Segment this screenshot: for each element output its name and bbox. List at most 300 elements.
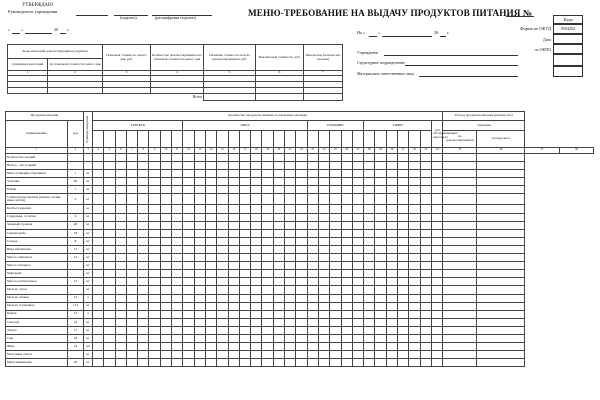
quantity-cell[interactable] [285, 162, 296, 170]
quantity-cell[interactable] [285, 326, 296, 334]
quantity-cell[interactable] [477, 221, 525, 229]
quantity-cell[interactable] [352, 213, 363, 221]
quantity-cell[interactable] [194, 302, 205, 310]
quantity-cell[interactable] [352, 351, 363, 359]
quantity-cell[interactable] [115, 262, 126, 270]
quantity-cell[interactable] [251, 318, 262, 326]
quantity-cell[interactable] [251, 194, 262, 205]
quantity-cell[interactable] [93, 318, 104, 326]
quantity-cell[interactable] [375, 262, 386, 270]
quantity-cell[interactable] [443, 278, 477, 286]
quantity-cell[interactable] [183, 186, 194, 194]
quantity-cell[interactable] [307, 154, 318, 162]
quantity-cell[interactable] [251, 359, 262, 367]
quantity-cell[interactable] [296, 162, 307, 170]
quantity-cell[interactable] [352, 194, 363, 205]
quantity-cell[interactable] [93, 213, 104, 221]
meta-month-line[interactable] [382, 36, 432, 37]
quantity-cell[interactable] [375, 162, 386, 170]
quantity-cell[interactable] [183, 254, 194, 262]
quantity-cell[interactable] [126, 302, 137, 310]
quantity-cell[interactable] [285, 302, 296, 310]
quantity-cell[interactable] [194, 334, 205, 342]
quantity-cell[interactable] [205, 262, 216, 270]
quantity-cell[interactable] [228, 326, 239, 334]
quantity-cell[interactable] [251, 154, 262, 162]
quantity-cell[interactable] [239, 351, 250, 359]
quantity-cell[interactable] [398, 237, 409, 245]
quantity-cell[interactable] [138, 318, 149, 326]
quantity-cell[interactable] [409, 186, 420, 194]
quantity-cell[interactable] [138, 286, 149, 294]
quantity-cell[interactable] [318, 334, 329, 342]
quantity-cell[interactable] [138, 229, 149, 237]
quantity-cell[interactable] [409, 286, 420, 294]
quantity-cell[interactable] [409, 302, 420, 310]
quantity-cell[interactable] [205, 170, 216, 178]
quantity-cell[interactable] [409, 343, 420, 351]
quantity-cell[interactable] [307, 278, 318, 286]
quantity-cell[interactable] [172, 229, 183, 237]
quantity-cell[interactable] [93, 262, 104, 270]
quantity-cell[interactable] [386, 186, 397, 194]
quantity-cell[interactable] [149, 278, 160, 286]
quantity-cell[interactable] [364, 186, 375, 194]
quantity-cell[interactable] [273, 162, 284, 170]
quantity-cell[interactable] [183, 154, 194, 162]
quantity-cell[interactable] [352, 286, 363, 294]
quantity-cell[interactable] [217, 154, 228, 162]
quantity-cell[interactable] [296, 359, 307, 367]
quantity-cell[interactable] [115, 310, 126, 318]
quantity-cell[interactable] [273, 221, 284, 229]
quantity-cell[interactable] [239, 278, 250, 286]
quantity-cell[interactable] [172, 170, 183, 178]
quantity-cell[interactable] [307, 294, 318, 302]
quantity-cell[interactable] [115, 194, 126, 205]
quantity-cell[interactable] [262, 205, 273, 213]
quantity-cell[interactable] [149, 162, 160, 170]
quantity-cell[interactable] [477, 334, 525, 342]
quantity-cell[interactable] [126, 286, 137, 294]
quantity-cell[interactable] [183, 262, 194, 270]
quantity-cell[interactable] [375, 334, 386, 342]
quantity-cell[interactable] [443, 270, 477, 278]
quantity-cell[interactable] [217, 254, 228, 262]
quantity-cell[interactable] [443, 254, 477, 262]
quantity-cell[interactable] [149, 229, 160, 237]
quantity-cell[interactable] [330, 154, 341, 162]
quantity-cell[interactable] [420, 310, 431, 318]
quantity-cell[interactable] [364, 262, 375, 270]
quantity-cell[interactable] [251, 170, 262, 178]
quantity-cell[interactable] [205, 359, 216, 367]
quantity-cell[interactable] [443, 262, 477, 270]
quantity-cell[interactable] [296, 270, 307, 278]
quantity-cell[interactable] [93, 178, 104, 186]
quantity-cell[interactable] [420, 351, 431, 359]
quantity-cell[interactable] [318, 326, 329, 334]
quantity-cell[interactable] [386, 359, 397, 367]
quantity-cell[interactable] [172, 154, 183, 162]
quantity-cell[interactable] [239, 334, 250, 342]
quantity-cell[interactable] [115, 254, 126, 262]
quantity-cell[interactable] [420, 334, 431, 342]
quantity-cell[interactable] [318, 302, 329, 310]
quantity-cell[interactable] [364, 178, 375, 186]
quantity-cell[interactable] [398, 310, 409, 318]
quantity-cell[interactable] [285, 286, 296, 294]
quantity-cell[interactable] [115, 359, 126, 367]
quantity-cell[interactable] [296, 186, 307, 194]
quantity-cell[interactable] [138, 205, 149, 213]
quantity-cell[interactable] [104, 237, 115, 245]
quantity-cell[interactable] [262, 326, 273, 334]
quantity-cell[interactable] [443, 162, 477, 170]
quantity-cell[interactable] [262, 245, 273, 253]
quantity-cell[interactable] [172, 294, 183, 302]
quantity-cell[interactable] [386, 154, 397, 162]
quantity-cell[interactable] [138, 170, 149, 178]
quantity-cell[interactable] [409, 221, 420, 229]
quantity-cell[interactable] [307, 270, 318, 278]
quantity-cell[interactable] [126, 270, 137, 278]
quantity-cell[interactable] [262, 270, 273, 278]
quantity-cell[interactable] [172, 262, 183, 270]
quantity-cell[interactable] [126, 221, 137, 229]
quantity-cell[interactable] [318, 178, 329, 186]
quantity-cell[interactable] [183, 278, 194, 286]
quantity-cell[interactable] [409, 278, 420, 286]
quantity-cell[interactable] [443, 286, 477, 294]
menu-number-line[interactable] [506, 16, 534, 17]
quantity-cell[interactable] [285, 154, 296, 162]
quantity-cell[interactable] [296, 334, 307, 342]
quantity-cell[interactable] [409, 194, 420, 205]
quantity-cell[interactable] [126, 359, 137, 367]
quantity-cell[interactable] [217, 343, 228, 351]
quantity-cell[interactable] [420, 237, 431, 245]
quantity-cell[interactable] [375, 278, 386, 286]
quantity-cell[interactable] [104, 170, 115, 178]
quantity-cell[interactable] [307, 178, 318, 186]
quantity-cell[interactable] [138, 178, 149, 186]
quantity-cell[interactable] [183, 270, 194, 278]
quantity-cell[interactable] [285, 359, 296, 367]
quantity-cell[interactable] [431, 162, 442, 170]
quantity-cell[interactable] [194, 237, 205, 245]
quantity-cell[interactable] [126, 186, 137, 194]
quantity-cell[interactable] [126, 278, 137, 286]
quantity-cell[interactable] [194, 359, 205, 367]
quantity-cell[interactable] [228, 221, 239, 229]
quantity-cell[interactable] [172, 318, 183, 326]
quantity-cell[interactable] [205, 186, 216, 194]
quantity-cell[interactable] [273, 237, 284, 245]
quantity-cell[interactable] [262, 294, 273, 302]
quantity-cell[interactable] [228, 186, 239, 194]
quantity-cell[interactable] [205, 294, 216, 302]
quantity-cell[interactable] [431, 237, 442, 245]
quantity-cell[interactable] [352, 294, 363, 302]
quantity-cell[interactable] [477, 294, 525, 302]
quantity-cell[interactable] [443, 318, 477, 326]
quantity-cell[interactable] [273, 270, 284, 278]
quantity-cell[interactable] [160, 237, 171, 245]
quantity-cell[interactable] [420, 205, 431, 213]
quantity-cell[interactable] [205, 237, 216, 245]
quantity-cell[interactable] [228, 205, 239, 213]
quantity-cell[interactable] [352, 334, 363, 342]
quantity-cell[interactable] [307, 254, 318, 262]
quantity-cell[interactable] [217, 237, 228, 245]
quantity-cell[interactable] [386, 213, 397, 221]
quantity-cell[interactable] [183, 245, 194, 253]
mol-line[interactable] [419, 76, 518, 77]
quantity-cell[interactable] [307, 221, 318, 229]
quantity-cell[interactable] [228, 162, 239, 170]
approve-year-line[interactable] [60, 33, 66, 34]
quantity-cell[interactable] [443, 186, 477, 194]
quantity-cell[interactable] [386, 262, 397, 270]
quantity-cell[interactable] [296, 343, 307, 351]
quantity-cell[interactable] [318, 278, 329, 286]
quantity-cell[interactable] [477, 326, 525, 334]
quantity-cell[interactable] [205, 270, 216, 278]
quantity-cell[interactable] [364, 334, 375, 342]
quantity-cell[interactable] [239, 326, 250, 334]
quantity-cell[interactable] [364, 343, 375, 351]
quantity-cell[interactable] [285, 318, 296, 326]
quantity-cell[interactable] [239, 262, 250, 270]
quantity-cell[interactable] [251, 262, 262, 270]
quantity-cell[interactable] [93, 186, 104, 194]
quantity-cell[interactable] [307, 302, 318, 310]
quantity-cell[interactable] [126, 254, 137, 262]
quantity-cell[interactable] [398, 205, 409, 213]
quantity-cell[interactable] [262, 154, 273, 162]
quantity-cell[interactable] [149, 186, 160, 194]
quantity-cell[interactable] [217, 162, 228, 170]
quantity-cell[interactable] [364, 229, 375, 237]
quantity-cell[interactable] [386, 194, 397, 205]
quantity-cell[interactable] [364, 326, 375, 334]
quantity-cell[interactable] [273, 254, 284, 262]
quantity-cell[interactable] [352, 270, 363, 278]
quantity-cell[interactable] [477, 310, 525, 318]
quantity-cell[interactable] [115, 326, 126, 334]
quantity-cell[interactable] [138, 310, 149, 318]
quantity-cell[interactable] [431, 334, 442, 342]
quantity-cell[interactable] [352, 178, 363, 186]
quantity-cell[interactable] [409, 205, 420, 213]
quantity-cell[interactable] [228, 318, 239, 326]
quantity-cell[interactable] [420, 245, 431, 253]
quantity-cell[interactable] [172, 194, 183, 205]
quantity-cell[interactable] [375, 229, 386, 237]
quantity-cell[interactable] [251, 186, 262, 194]
quantity-cell[interactable] [126, 162, 137, 170]
quantity-cell[interactable] [172, 302, 183, 310]
quantity-cell[interactable] [160, 351, 171, 359]
quantity-cell[interactable] [285, 221, 296, 229]
quantity-cell[interactable] [352, 254, 363, 262]
quantity-cell[interactable] [296, 286, 307, 294]
quantity-cell[interactable] [273, 359, 284, 367]
quantity-cell[interactable] [228, 278, 239, 286]
quantity-cell[interactable] [386, 162, 397, 170]
quantity-cell[interactable] [251, 343, 262, 351]
quantity-cell[interactable] [138, 359, 149, 367]
quantity-cell[interactable] [330, 310, 341, 318]
quantity-cell[interactable] [341, 270, 352, 278]
quantity-cell[interactable] [420, 229, 431, 237]
quantity-cell[interactable] [431, 229, 442, 237]
quantity-cell[interactable] [398, 245, 409, 253]
quantity-cell[interactable] [443, 221, 477, 229]
quantity-cell[interactable] [273, 205, 284, 213]
quantity-cell[interactable] [409, 326, 420, 334]
quantity-cell[interactable] [341, 229, 352, 237]
quantity-cell[interactable] [273, 302, 284, 310]
quantity-cell[interactable] [330, 286, 341, 294]
quantity-cell[interactable] [420, 178, 431, 186]
quantity-cell[interactable] [93, 237, 104, 245]
quantity-cell[interactable] [341, 359, 352, 367]
quantity-cell[interactable] [398, 254, 409, 262]
quantity-cell[interactable] [217, 178, 228, 186]
quantity-cell[interactable] [386, 254, 397, 262]
quantity-cell[interactable] [115, 294, 126, 302]
quantity-cell[interactable] [183, 221, 194, 229]
quantity-cell[interactable] [239, 205, 250, 213]
quantity-cell[interactable] [126, 213, 137, 221]
quantity-cell[interactable] [341, 221, 352, 229]
quantity-cell[interactable] [431, 221, 442, 229]
quantity-cell[interactable] [228, 194, 239, 205]
quantity-cell[interactable] [386, 221, 397, 229]
quantity-cell[interactable] [296, 326, 307, 334]
quantity-cell[interactable] [205, 343, 216, 351]
quantity-cell[interactable] [398, 286, 409, 294]
quantity-cell[interactable] [364, 294, 375, 302]
quantity-cell[interactable] [296, 170, 307, 178]
quantity-cell[interactable] [341, 302, 352, 310]
quantity-cell[interactable] [364, 286, 375, 294]
quantity-cell[interactable] [341, 254, 352, 262]
quantity-cell[interactable] [262, 229, 273, 237]
quantity-cell[interactable] [330, 278, 341, 286]
quantity-cell[interactable] [138, 245, 149, 253]
quantity-cell[interactable] [205, 162, 216, 170]
quantity-cell[interactable] [364, 245, 375, 253]
quantity-cell[interactable] [341, 286, 352, 294]
quantity-cell[interactable] [409, 310, 420, 318]
quantity-cell[interactable] [318, 229, 329, 237]
quantity-cell[interactable] [273, 326, 284, 334]
quantity-cell[interactable] [251, 294, 262, 302]
quantity-cell[interactable] [431, 205, 442, 213]
quantity-cell[interactable] [296, 245, 307, 253]
quantity-cell[interactable] [296, 262, 307, 270]
quantity-cell[interactable] [194, 154, 205, 162]
quantity-cell[interactable] [364, 237, 375, 245]
quantity-cell[interactable] [138, 334, 149, 342]
quantity-cell[interactable] [296, 351, 307, 359]
quantity-cell[interactable] [443, 170, 477, 178]
quantity-cell[interactable] [477, 245, 525, 253]
quantity-cell[interactable] [307, 186, 318, 194]
quantity-cell[interactable] [115, 302, 126, 310]
quantity-cell[interactable] [172, 245, 183, 253]
okpo-code-cell[interactable] [553, 44, 583, 54]
quantity-cell[interactable] [251, 178, 262, 186]
quantity-cell[interactable] [420, 213, 431, 221]
quantity-cell[interactable] [160, 178, 171, 186]
quantity-cell[interactable] [431, 310, 442, 318]
quantity-cell[interactable] [217, 351, 228, 359]
quantity-cell[interactable] [126, 343, 137, 351]
quantity-cell[interactable] [375, 245, 386, 253]
quantity-cell[interactable] [228, 334, 239, 342]
quantity-cell[interactable] [477, 270, 525, 278]
quantity-cell[interactable] [205, 154, 216, 162]
quantity-cell[interactable] [251, 351, 262, 359]
quantity-cell[interactable] [149, 237, 160, 245]
quantity-cell[interactable] [352, 170, 363, 178]
quantity-cell[interactable] [262, 351, 273, 359]
quantity-cell[interactable] [296, 178, 307, 186]
quantity-cell[interactable] [398, 302, 409, 310]
quantity-cell[interactable] [205, 229, 216, 237]
quantity-cell[interactable] [420, 194, 431, 205]
quantity-cell[interactable] [149, 154, 160, 162]
quantity-cell[interactable] [420, 262, 431, 270]
quantity-cell[interactable] [443, 205, 477, 213]
quantity-cell[interactable] [126, 170, 137, 178]
quantity-cell[interactable] [160, 270, 171, 278]
quantity-cell[interactable] [93, 254, 104, 262]
quantity-cell[interactable] [318, 286, 329, 294]
quantity-cell[interactable] [183, 318, 194, 326]
quantity-cell[interactable] [398, 213, 409, 221]
quantity-cell[interactable] [160, 294, 171, 302]
quantity-cell[interactable] [398, 343, 409, 351]
quantity-cell[interactable] [296, 318, 307, 326]
quantity-cell[interactable] [307, 213, 318, 221]
quantity-cell[interactable] [115, 186, 126, 194]
quantity-cell[interactable] [172, 162, 183, 170]
quantity-cell[interactable] [318, 154, 329, 162]
quantity-cell[interactable] [409, 270, 420, 278]
quantity-cell[interactable] [160, 302, 171, 310]
quantity-cell[interactable] [285, 229, 296, 237]
quantity-cell[interactable] [239, 302, 250, 310]
quantity-cell[interactable] [386, 205, 397, 213]
quantity-cell[interactable] [183, 294, 194, 302]
quantity-cell[interactable] [149, 213, 160, 221]
quantity-cell[interactable] [149, 302, 160, 310]
quantity-cell[interactable] [228, 245, 239, 253]
quantity-cell[interactable] [386, 270, 397, 278]
quantity-cell[interactable] [386, 170, 397, 178]
quantity-cell[interactable] [104, 221, 115, 229]
quantity-cell[interactable] [477, 170, 525, 178]
quantity-cell[interactable] [194, 254, 205, 262]
quantity-cell[interactable] [409, 359, 420, 367]
quantity-cell[interactable] [183, 170, 194, 178]
quantity-cell[interactable] [93, 221, 104, 229]
